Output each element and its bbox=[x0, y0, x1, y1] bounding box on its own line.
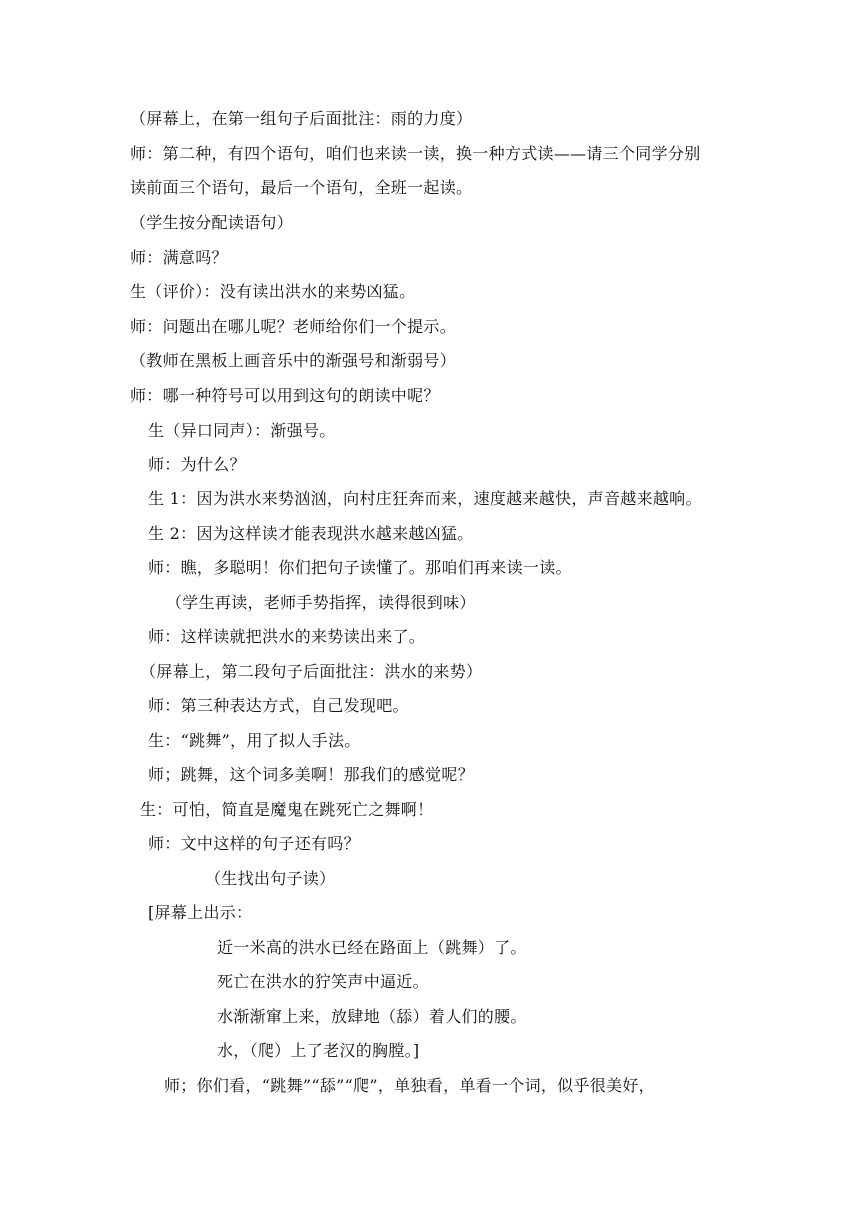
text-line: 生：“跳舞”，用了拟人手法。 bbox=[148, 731, 361, 750]
text-line: （学生按分配读语句） bbox=[130, 213, 294, 232]
text-line: 读前面三个语句，最后一个语句，全班一起读。 bbox=[130, 178, 473, 197]
text-line: [屏幕上出示： bbox=[148, 903, 253, 922]
text-line: 水渐渐窜上来，放肆地（舔）着人们的腰。 bbox=[217, 1007, 527, 1026]
text-line: 近一米高的洪水已经在路面上（跳舞）了。 bbox=[217, 938, 527, 957]
text-line: （屏幕上，第二段句子后面批注：洪水的来势） bbox=[140, 662, 483, 681]
text-line: 师：为什么？ bbox=[148, 455, 246, 474]
text-line: （学生再读，老师手势指挥，读得很到味） bbox=[166, 593, 476, 612]
text-line: 生：可怕，简直是魔鬼在跳死亡之舞啊！ bbox=[140, 800, 434, 819]
text-line: 师：满意吗？ bbox=[130, 248, 228, 267]
text-line: 师：问题出在哪儿呢？老师给你们一个提示。 bbox=[130, 317, 457, 336]
text-line: （生找出句子读） bbox=[205, 869, 336, 888]
text-line: 师；你们看，“跳舞”“舔”“爬”，单独看，单看一个词，似乎很美好， bbox=[164, 1076, 655, 1095]
text-line: 师：瞧，多聪明！你们把句子读懂了。那咱们再来读一读。 bbox=[148, 558, 572, 577]
text-line: 生 2：因为这样读才能表现洪水越来越凶猛。 bbox=[148, 524, 474, 543]
text-line: （教师在黑板上画音乐中的渐强号和渐弱号） bbox=[130, 351, 457, 370]
text-line: 师：文中这样的句子还有吗？ bbox=[148, 834, 360, 853]
text-line: 师；跳舞，这个词多美啊！那我们的感觉呢？ bbox=[148, 765, 475, 784]
text-line: 死亡在洪水的狞笑声中逼近。 bbox=[217, 972, 429, 991]
text-line: 生 1：因为洪水来势汹汹，向村庄狂奔而来，速度越来越快，声音越来越响。 bbox=[148, 489, 702, 508]
text-line: 师：这样读就把洪水的来势读出来了。 bbox=[148, 627, 426, 646]
text-line: （屏幕上，在第一组句子后面批注：雨的力度） bbox=[130, 109, 473, 128]
text-line: 生（评价）：没有读出洪水的来势凶猛。 bbox=[130, 282, 416, 301]
text-line: 生（异口同声）：渐强号。 bbox=[148, 421, 336, 440]
text-line: 师：哪一种符号可以用到这句的朗读中呢？ bbox=[130, 386, 440, 405]
text-line: 师：第三种表达方式，自己发现吧。 bbox=[148, 696, 409, 715]
text-line: 师：第二种，有四个语句，咱们也来读一读，换一种方式读——请三个同学分别 bbox=[130, 144, 701, 163]
text-line: 水，（爬）上了老汉的胸膛。] bbox=[217, 1041, 420, 1060]
